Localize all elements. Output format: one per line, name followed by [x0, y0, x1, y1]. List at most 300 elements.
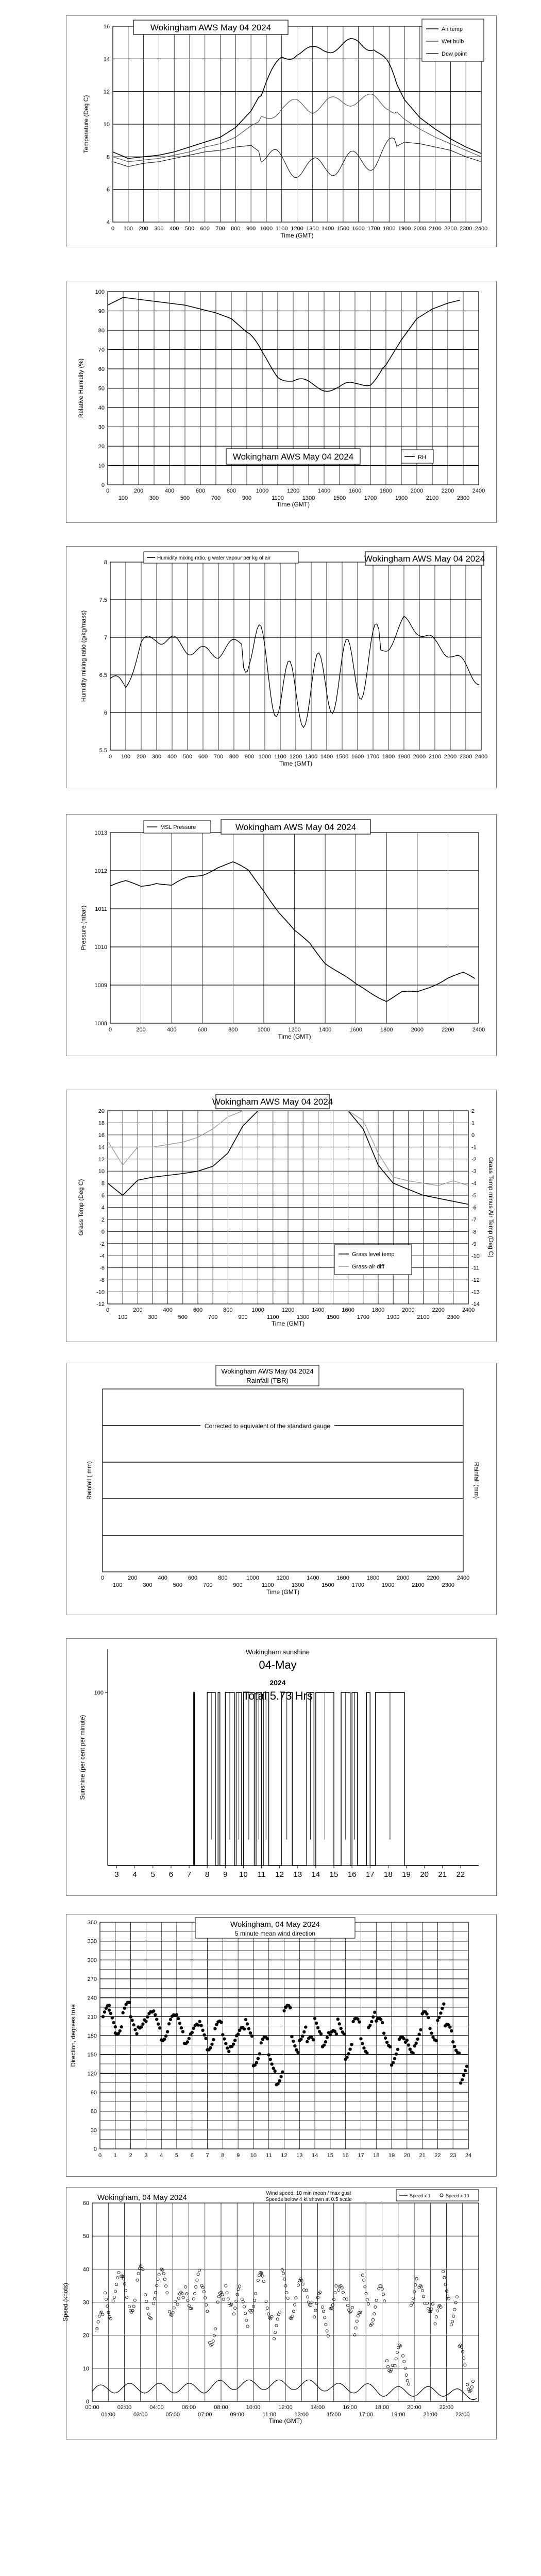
x-tick-label: 1300 — [305, 754, 318, 760]
data-point — [413, 2044, 416, 2047]
x-tick-label: 02:00 — [117, 2404, 132, 2411]
x-tick-label: 200 — [136, 754, 146, 760]
x-tick-label: 500 — [184, 226, 195, 232]
data-point — [388, 2045, 392, 2048]
x-tick-label: 900 — [238, 1314, 248, 1320]
x-tick-label: 500 — [173, 1582, 183, 1588]
y-tick-label: 6 — [104, 710, 107, 716]
x-tick-label: 1800 — [379, 488, 393, 494]
data-point — [464, 2069, 467, 2072]
x-tick-label: 2400 — [475, 226, 488, 232]
data-point — [415, 2042, 418, 2045]
y-tick-label: 60 — [90, 2108, 97, 2115]
data-point — [313, 2017, 316, 2020]
y-tick-label: 330 — [87, 1938, 97, 1945]
x-tick-label: 600 — [195, 488, 206, 494]
chart-title: Wokingham, 04 May 2024 — [230, 1920, 320, 1929]
data-point — [266, 2037, 269, 2040]
x-tick-label: 2000 — [397, 1575, 410, 1581]
x-tick-label: 1600 — [348, 488, 362, 494]
y2-tick-label: -7 — [471, 1216, 477, 1223]
x-tick-label: 1100 — [267, 1314, 279, 1320]
x-tick-label: 300 — [151, 754, 162, 760]
x-tick-label: 200 — [128, 1575, 138, 1581]
y-tick-label: 5.5 — [99, 748, 107, 754]
x-tick-label: 13:00 — [294, 2412, 309, 2418]
x-tick-label: 2000 — [413, 754, 426, 760]
x-tick-label: 600 — [197, 1027, 207, 1033]
x-tick-label: 21 — [419, 2153, 426, 2159]
legend-label: Air temp — [442, 26, 463, 32]
y-tick-label: 6 — [106, 187, 110, 193]
y2-tick-label: -2 — [471, 1156, 477, 1163]
x-tick-label: 17 — [365, 1870, 375, 1879]
y-tick-label: 30 — [98, 424, 105, 431]
y-axis-label: Sunshine (per cent per minute) — [79, 1715, 86, 1800]
y-tick-label: 1011 — [95, 906, 107, 912]
chart-title: Wokingham AWS May 04 2024 — [150, 23, 272, 32]
x-tick-label: 1400 — [321, 226, 334, 232]
x-tick-label: 2100 — [417, 1314, 430, 1320]
x-tick-label: 0 — [108, 1027, 112, 1033]
y-tick-label: 1013 — [94, 830, 107, 836]
data-point — [373, 2011, 376, 2014]
x-tick-label: 2100 — [428, 754, 442, 760]
y-tick-label: 0 — [101, 1229, 105, 1235]
y2-tick-label: -3 — [471, 1168, 477, 1175]
x-tick-label: 08:00 — [214, 2404, 228, 2411]
x-tick-label: 2100 — [429, 226, 442, 232]
y-tick-label: 300 — [87, 1957, 97, 1964]
x-tick-label: 1700 — [367, 226, 380, 232]
data-point — [428, 2027, 431, 2030]
data-point — [282, 2009, 285, 2012]
data-point — [155, 2018, 158, 2021]
y-tick-label: 1008 — [94, 1021, 107, 1027]
x-tick-label: 20:00 — [407, 2404, 421, 2411]
data-point — [450, 2029, 453, 2032]
x-tick-label: 4 — [132, 1870, 137, 1879]
y-tick-label: 20 — [98, 1108, 105, 1114]
data-point — [290, 2035, 293, 2038]
series-line-sunshine — [108, 1692, 479, 1866]
x-tick-label: 200 — [136, 1027, 146, 1033]
data-point — [247, 2027, 250, 2030]
data-point — [335, 2032, 338, 2036]
data-point — [350, 2043, 353, 2046]
x-tick-label: 2300 — [442, 1582, 455, 1588]
x-tick-label: 1200 — [289, 754, 302, 760]
x-tick-label: 900 — [233, 1582, 243, 1588]
x-tick-label: 3 — [144, 2153, 148, 2159]
data-point — [385, 2041, 388, 2044]
y-tick-label: 7.5 — [99, 597, 107, 603]
data-point — [267, 2053, 270, 2056]
y-tick-label: 12 — [98, 1156, 105, 1163]
x-tick-label: 12 — [281, 2153, 288, 2159]
x-tick-label: 500 — [178, 1314, 188, 1320]
chart-title: Wokingham AWS May 04 2024 — [364, 554, 485, 564]
data-point — [304, 2025, 307, 2028]
chart-title: Wokingham, 04 May 2024 — [97, 2193, 187, 2202]
legend-label: Wet bulb — [442, 39, 464, 45]
data-point — [359, 2037, 362, 2040]
x-tick-label: 1100 — [272, 495, 284, 501]
x-tick-label: 14:00 — [310, 2404, 325, 2411]
data-point — [289, 2006, 292, 2009]
x-tick-label: 4 — [160, 2153, 163, 2159]
x-tick-label: 20 — [420, 1870, 429, 1879]
x-tick-label: 1 — [113, 2153, 117, 2159]
x-tick-label: 700 — [211, 495, 221, 501]
y-tick-label: 8 — [101, 1180, 105, 1187]
y-tick-label: 8 — [104, 560, 107, 566]
data-point — [326, 2036, 329, 2039]
x-tick-label: 2200 — [432, 1307, 445, 1313]
data-point — [416, 2038, 419, 2041]
data-point — [371, 2015, 375, 2019]
data-point — [209, 2046, 212, 2049]
data-point — [258, 2052, 261, 2055]
x-tick-label: 22:00 — [439, 2404, 454, 2411]
data-point — [312, 2038, 315, 2041]
y2-tick-label: 0 — [471, 1132, 475, 1139]
chart-mixing-ratio — [66, 546, 497, 788]
data-point — [409, 2047, 412, 2050]
y-tick-label: 50 — [82, 2233, 89, 2240]
y-tick-label: 210 — [87, 2014, 97, 2021]
chart-grass-temperature-svg — [66, 1090, 496, 1342]
x-tick-label: 1800 — [383, 226, 396, 232]
x-tick-label: 1500 — [333, 495, 346, 501]
x-tick-label: 200 — [133, 488, 144, 494]
x-tick-label: 10 — [239, 1870, 248, 1879]
data-point — [396, 2048, 399, 2051]
x-tick-label: 2100 — [426, 495, 439, 501]
legend-label: RH — [418, 454, 426, 461]
x-tick-label: 17 — [358, 2153, 364, 2159]
y-tick-label: 14 — [98, 1144, 105, 1151]
x-tick-label: 900 — [244, 754, 255, 760]
y-tick-label: 16 — [103, 24, 110, 30]
y-tick-label: 30 — [82, 2299, 89, 2306]
data-point — [419, 2028, 422, 2031]
x-axis-label: Time (GMT) — [279, 760, 313, 767]
data-point — [273, 2070, 276, 2073]
data-point — [233, 2039, 236, 2042]
chart-title: Wokingham AWS May 04 2024 — [232, 452, 354, 462]
y-tick-label: 0 — [93, 2146, 97, 2153]
chart-temperature-svg — [66, 16, 496, 247]
x-tick-label: 2400 — [475, 754, 488, 760]
y-axis-label: Pressure (mbar) — [80, 905, 87, 951]
data-point — [301, 2035, 304, 2038]
y-tick-label: 16 — [98, 1132, 105, 1139]
x-tick-label: 11 — [265, 2153, 272, 2159]
data-point — [417, 2032, 420, 2036]
legend-label: Grass level temp — [352, 1251, 395, 1258]
x-tick-label: 14 — [311, 1870, 320, 1879]
data-point — [250, 2035, 253, 2038]
x-tick-label: 1100 — [274, 754, 286, 760]
data-point — [260, 2041, 263, 2044]
x-tick-label: 0 — [100, 1575, 105, 1581]
data-point — [365, 2052, 368, 2055]
data-point — [270, 2062, 273, 2065]
data-point — [210, 2043, 213, 2046]
x-tick-label: 300 — [148, 1314, 158, 1320]
x-tick-label: 1600 — [352, 226, 365, 232]
y-axis-label: Speed (knots) — [62, 2283, 69, 2321]
data-point — [213, 2027, 216, 2030]
data-point — [442, 2002, 445, 2005]
data-point — [186, 2040, 189, 2043]
x-tick-label: 22 — [456, 1870, 465, 1879]
x-tick-label: 2200 — [441, 488, 454, 494]
chart-title: Wokingham AWS May 04 2024 — [221, 1367, 314, 1375]
chart-wind-speed-svg — [62, 2188, 496, 2439]
data-point — [119, 2029, 122, 2032]
data-point — [338, 2022, 341, 2025]
data-point — [141, 2022, 144, 2025]
y2-tick-label: -14 — [471, 1301, 480, 1308]
x-tick-label: 800 — [229, 754, 239, 760]
data-point — [154, 2013, 157, 2016]
x-tick-label: 2300 — [457, 495, 470, 501]
x-tick-label: 400 — [164, 488, 175, 494]
x-axis-label: Time (GMT) — [271, 1320, 305, 1327]
chart-temperature — [66, 15, 497, 247]
x-tick-label: 1400 — [307, 1575, 319, 1581]
data-point — [181, 2030, 184, 2033]
x-tick-label: 1800 — [382, 754, 395, 760]
data-point — [140, 2025, 143, 2028]
x-tick-label: 1600 — [351, 754, 364, 760]
data-point — [224, 2042, 227, 2045]
y2-tick-label: -13 — [471, 1289, 480, 1296]
data-point — [272, 2066, 275, 2070]
data-point — [336, 2018, 340, 2021]
y2-tick-label: 1 — [471, 1120, 475, 1127]
x-tick-label: 700 — [202, 1582, 213, 1588]
chart-year: 2024 — [269, 1679, 286, 1687]
y-tick-label: 2 — [101, 1216, 105, 1223]
chart-rainfall — [66, 1363, 497, 1615]
data-point — [345, 2056, 348, 2059]
x-tick-label: 1200 — [276, 1575, 290, 1581]
x-tick-label: 1200 — [291, 226, 303, 232]
x-tick-label: 800 — [231, 226, 241, 232]
x-tick-label: 1400 — [317, 488, 331, 494]
chart-wind-speed — [62, 2187, 497, 2439]
y2-axis-label: Grass Temp minus Air Temp (Deg C) — [487, 1157, 495, 1258]
data-point — [462, 2074, 465, 2077]
y-tick-label: 60 — [82, 2200, 89, 2207]
data-point — [379, 2018, 382, 2021]
x-tick-label: 300 — [149, 495, 159, 501]
data-point — [163, 2038, 166, 2041]
x-tick-label: 14 — [311, 2153, 318, 2159]
y2-tick-label: -4 — [471, 1180, 477, 1187]
data-point — [188, 2037, 191, 2040]
data-point — [407, 2043, 410, 2046]
x-tick-label: 01:00 — [101, 2412, 116, 2418]
x-tick-label: 2400 — [472, 488, 485, 494]
x-tick-label: 2000 — [413, 226, 427, 232]
y-tick-label: 10 — [82, 2365, 89, 2372]
y-tick-label: 20 — [82, 2332, 89, 2339]
y-tick-label: 40 — [82, 2266, 89, 2273]
data-point — [324, 2040, 327, 2043]
x-tick-label: 400 — [166, 1027, 177, 1033]
x-tick-label: 0 — [106, 1307, 110, 1313]
y-tick-label: 18 — [98, 1120, 105, 1127]
x-tick-label: 100 — [118, 495, 128, 501]
x-tick-label: 400 — [158, 1575, 167, 1581]
x-tick-label: 04:00 — [149, 2404, 164, 2411]
data-point — [127, 2001, 130, 2004]
data-point — [368, 2024, 371, 2027]
data-point — [436, 2019, 439, 2022]
data-point — [340, 2027, 343, 2030]
x-tick-label: 10 — [250, 2153, 257, 2159]
data-point — [451, 2040, 454, 2043]
data-point — [223, 2037, 226, 2040]
x-tick-label: 100 — [123, 226, 133, 232]
data-point — [169, 2018, 172, 2021]
legend-label: Speed x 1 — [410, 2193, 431, 2198]
x-tick-label: 1900 — [381, 1582, 395, 1588]
data-point — [178, 2022, 181, 2025]
data-point — [439, 2011, 442, 2014]
chart-title: Wokingham AWS May 04 2024 — [212, 1097, 333, 1107]
data-point — [382, 2031, 385, 2035]
x-axis-label: Time (GMT) — [276, 501, 310, 508]
chart-note: Corrected to equivalent of the standard gauge — [204, 1422, 331, 1430]
data-point — [130, 2019, 133, 2022]
data-point — [430, 2031, 433, 2035]
data-point — [281, 2070, 284, 2073]
x-tick-label: 2000 — [410, 488, 424, 494]
data-point — [227, 2050, 230, 2053]
data-point — [180, 2026, 183, 2029]
x-tick-label: 400 — [167, 754, 177, 760]
x-tick-label: 1500 — [335, 754, 349, 760]
x-tick-label: 1000 — [258, 754, 272, 760]
data-point — [120, 2025, 123, 2028]
chart-subtitle-2: Speeds below 4 kt shown at 0.5 scale — [265, 2197, 352, 2202]
y-tick-label: 6.5 — [99, 672, 107, 679]
x-tick-label: 1900 — [395, 495, 408, 501]
data-point — [198, 2020, 201, 2023]
x-tick-label: 400 — [163, 1307, 173, 1313]
y-tick-label: 60 — [98, 366, 105, 372]
data-point — [296, 2051, 299, 2054]
y-tick-label: 30 — [90, 2127, 97, 2134]
data-point — [395, 2053, 398, 2056]
x-axis-label: Time (GMT) — [280, 232, 314, 239]
data-point — [425, 2012, 428, 2015]
x-tick-label: 700 — [215, 226, 225, 232]
x-tick-label: 2300 — [447, 1314, 460, 1320]
data-point — [158, 2026, 161, 2029]
data-point — [152, 2009, 155, 2012]
y2-tick-label: -10 — [471, 1253, 480, 1260]
x-tick-label: 1300 — [306, 226, 319, 232]
x-tick-label: 21:00 — [423, 2412, 438, 2418]
x-tick-label: 2300 — [459, 226, 472, 232]
x-tick-label: 1600 — [349, 1027, 362, 1033]
chart-sunshine-svg — [66, 1639, 496, 1895]
y-tick-label: 12 — [103, 89, 110, 95]
data-point — [108, 2004, 111, 2007]
data-point — [166, 2030, 169, 2033]
x-tick-label: 12 — [275, 1870, 284, 1879]
x-tick-label: 1800 — [366, 1575, 380, 1581]
data-point — [249, 2031, 252, 2035]
y-tick-label: 90 — [90, 2090, 97, 2096]
x-tick-label: 1000 — [260, 226, 273, 232]
y-tick-label: 1012 — [94, 868, 107, 874]
data-point — [278, 2079, 281, 2082]
x-tick-label: 1500 — [322, 1582, 334, 1588]
y2-tick-label: -5 — [471, 1193, 477, 1199]
data-point — [191, 2031, 194, 2034]
x-tick-label: 7 — [206, 2153, 209, 2159]
x-axis-label: Time (GMT) — [278, 1033, 311, 1040]
y-tick-label: 7 — [104, 635, 107, 641]
y-axis-label: Rainfall ( mm) — [86, 1461, 93, 1500]
x-tick-label: 22 — [434, 2153, 441, 2159]
legend-label: MSL Pressure — [160, 824, 196, 831]
x-tick-label: 21 — [438, 1870, 447, 1879]
x-tick-label: 2200 — [444, 226, 457, 232]
data-point — [348, 2047, 351, 2050]
y-tick-label: 4 — [106, 219, 110, 226]
x-tick-label: 800 — [218, 1575, 228, 1581]
x-tick-label: 03:00 — [133, 2412, 148, 2418]
x-tick-label: 1800 — [371, 1307, 385, 1313]
x-tick-label: 800 — [226, 488, 236, 494]
x-axis-label: Time (GMT) — [266, 1588, 300, 1596]
x-tick-label: 1400 — [312, 1307, 325, 1313]
x-tick-label: 19 — [402, 1870, 411, 1879]
chart-grass-temperature — [66, 1090, 497, 1342]
x-tick-label: 2 — [129, 2153, 132, 2159]
x-tick-label: 2200 — [442, 1027, 454, 1033]
x-tick-label: 15 — [327, 2153, 333, 2159]
y2-tick-label: 2 — [471, 1108, 475, 1114]
x-tick-label: 9 — [223, 1870, 228, 1879]
data-point — [114, 2025, 117, 2028]
y-tick-label: 0 — [86, 2399, 89, 2405]
x-tick-label: 6 — [190, 2153, 194, 2159]
data-point — [319, 2032, 323, 2035]
data-point — [232, 2042, 235, 2045]
x-tick-label: 400 — [169, 226, 179, 232]
data-point — [204, 2037, 207, 2040]
x-tick-label: 600 — [193, 1307, 203, 1313]
y-axis-label: Humidity mixing ratio (g/kg/mass) — [80, 610, 87, 702]
x-tick-label: 24 — [465, 2153, 472, 2159]
x-tick-label: 0 — [108, 754, 112, 760]
x-tick-label: 1800 — [380, 1027, 393, 1033]
x-tick-label: 2400 — [462, 1307, 475, 1313]
data-point — [177, 2017, 180, 2020]
x-tick-label: 2200 — [427, 1575, 439, 1581]
x-tick-label: 8 — [221, 2153, 225, 2159]
data-point — [458, 2052, 461, 2055]
